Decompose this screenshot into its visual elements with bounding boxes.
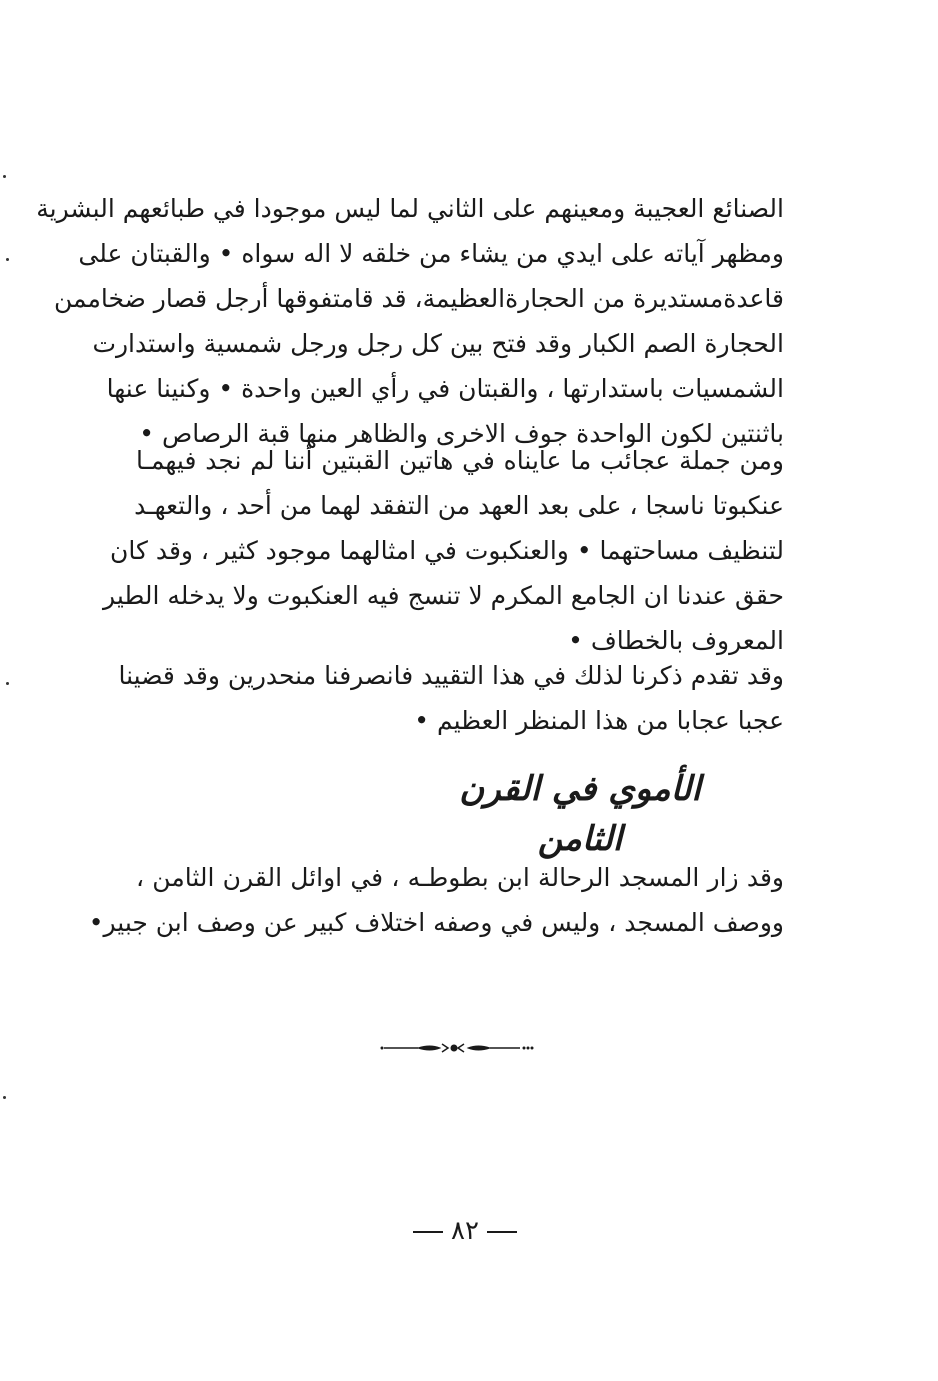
paragraph-3 [118, 653, 784, 743]
dash-left [487, 1231, 517, 1233]
text-line: ووصف المسجد ، وليس في وصفه اختلاف كبير عن وصف ابن جبير• [88, 908, 784, 937]
text-line: باثنتين لكون الواحدة جوف الاخرى والظاهر منها قبة الرصاص • [139, 419, 784, 448]
text-line: الصنائع العجيبة ومعينهم على الثاني لما ليس موجودا في طبائعهم البشرية [36, 194, 784, 223]
margin-speck [6, 682, 9, 685]
text-line: ومن جملة عجائب ما عايناه في هاتين القبتين أننا لم نجد فيهمـا [136, 446, 784, 475]
page-number [400, 1216, 530, 1246]
text-line: عجبا عجابا من هذا المنظر العظيم • [414, 706, 784, 735]
text-line: ومظهر آياته على ايدي من يشاء من خلقه لا اله سواه • والقبتان على [78, 239, 784, 268]
text-line: وقد زار المسجد الرحالة ابن بطوطـه ، في اوائل القرن الثامن ، [136, 863, 784, 892]
text-line: قاعدةمستديرة من الحجارةالعظيمة، قد قامتفوقها أرجل قصار ضخاممن [53, 284, 784, 313]
paragraph-1 [36, 186, 784, 456]
paragraph-4 [88, 855, 784, 945]
decorative-divider-icon [380, 1038, 535, 1058]
text-line: حقق عندنا ان الجامع المكرم لا تنسج فيه العنكبوت ولا يدخله الطير [103, 581, 784, 610]
margin-speck [3, 175, 6, 178]
paragraph-2 [103, 438, 784, 663]
text-line: عنكبوتا ناسجا ، على بعد العهد من التفقد لهما من أحد ، والتعهـد [134, 491, 784, 520]
section-heading: الأموي في القرن الثامن [459, 769, 701, 859]
text-line: المعروف بالخطاف • [568, 626, 784, 655]
text-line: وقد تقدم ذكرنا لذلك في هذا التقييد فانصرفنا منحدرين وقد قضينا [118, 661, 784, 690]
margin-speck [6, 258, 9, 261]
dash-right [413, 1231, 443, 1233]
text-line: لتنظيف مساحتهما • والعنكبوت في امثالهما موجود كثير ، وقد كان [110, 536, 784, 565]
text-line: الشمسيات باستدارتها ، والقبتان في رأي العين واحدة • وكنينا عنها [106, 374, 784, 403]
text-line: الحجارة الصم الكبار وقد فتح بين كل رجل ورجل شمسية واستدارت [92, 329, 784, 358]
margin-speck [3, 1096, 6, 1099]
page-number-value: ٨٢ [451, 1216, 479, 1246]
